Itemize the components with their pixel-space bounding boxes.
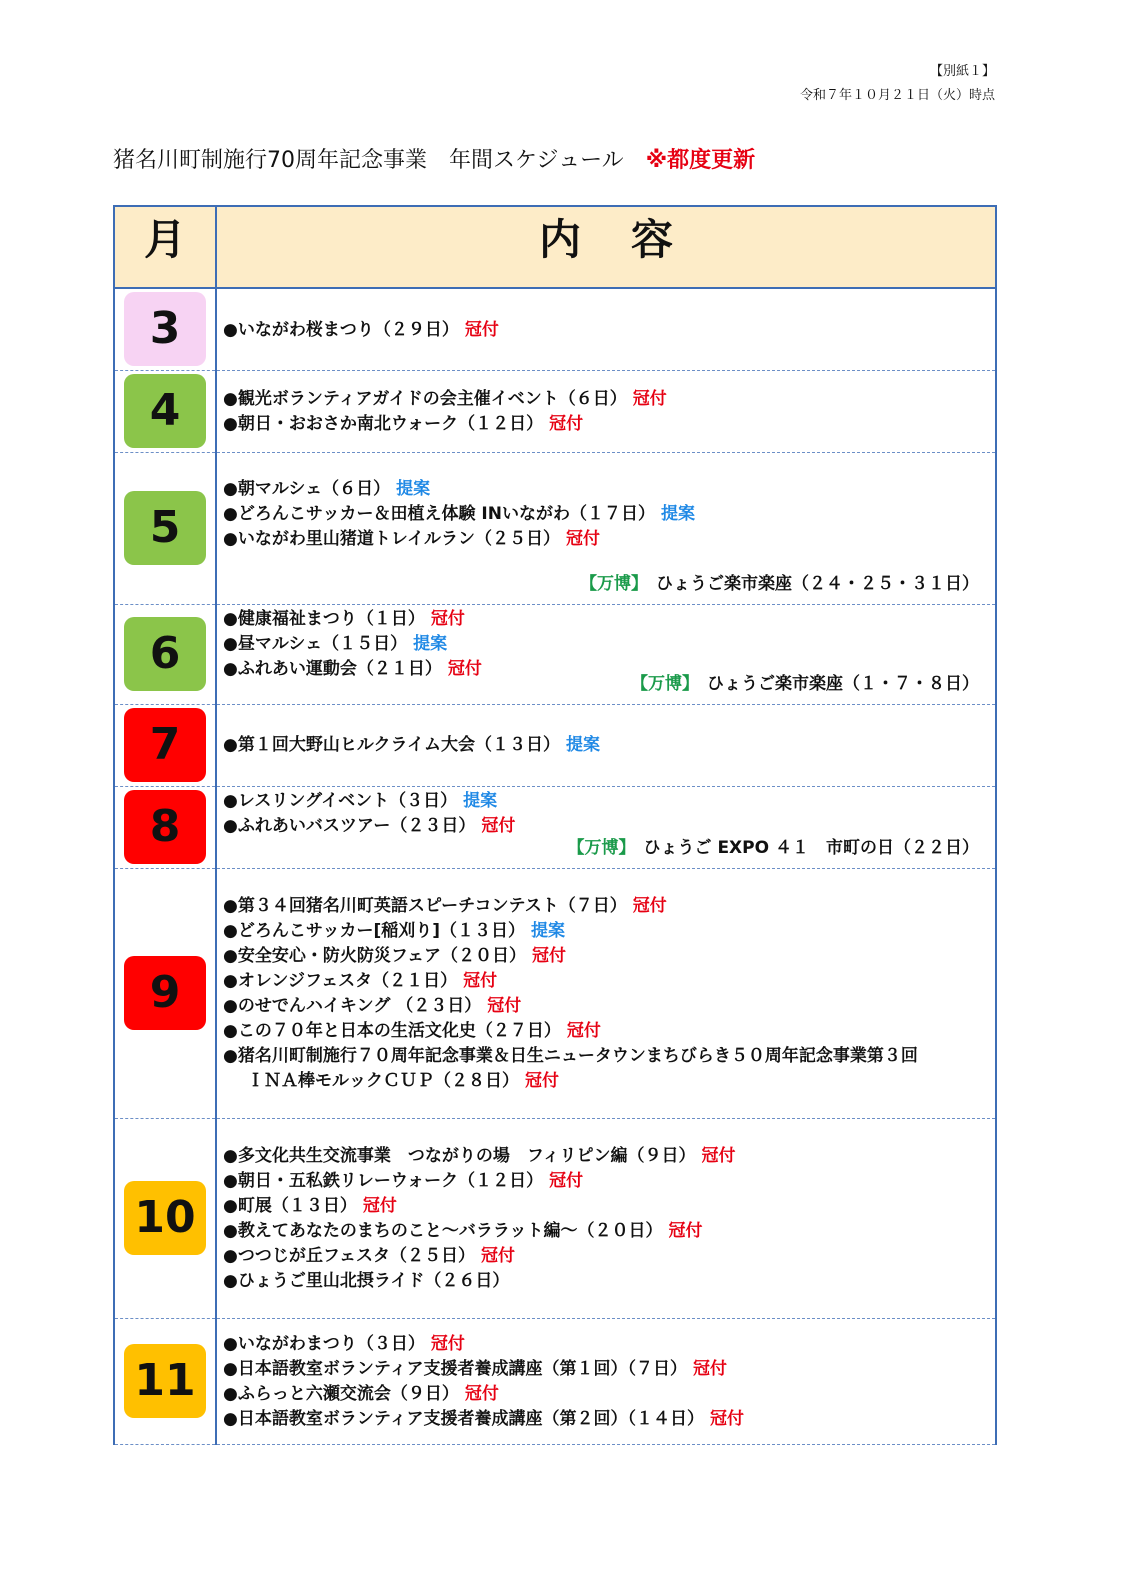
page-title [113, 143, 755, 174]
event-text: ●どろんこサッカー＆田植え体験 INいながわ（１７日） [223, 503, 655, 524]
expo-text: ひょうご EXPO ４１ 市町の日（２２日） [643, 837, 979, 858]
expo-tag: 【万博】 [580, 573, 648, 594]
event-item [223, 527, 987, 552]
teian-tag: 提案 [565, 735, 600, 755]
event-text: ＩＮＡ棒モルックＣＵＰ（２８日） [247, 1070, 519, 1091]
month-cell [114, 786, 216, 868]
table-header-row [114, 206, 996, 288]
event-item [223, 1382, 987, 1407]
month-badge: 3 [124, 292, 206, 366]
event-item [223, 944, 987, 969]
table-row [114, 604, 996, 704]
month-cell [114, 452, 216, 604]
event-item [223, 1219, 987, 1244]
event-text: ●観光ボランティアガイドの会主催イベント（６日） [223, 388, 627, 409]
event-text: ●朝マルシェ（６日） [223, 478, 391, 499]
kanmuri-tag: 冠付 [709, 1408, 744, 1429]
expo-event [580, 572, 979, 597]
expo-tag: 【万博】 [631, 673, 699, 694]
month-badge: 9 [124, 956, 206, 1030]
event-item [223, 502, 987, 527]
month-cell [114, 868, 216, 1118]
kanmuri-tag: 冠付 [549, 1170, 584, 1191]
event-text: ●健康福祉まつり（１日） [223, 608, 425, 629]
kanmuri-tag: 冠付 [531, 945, 566, 966]
event-text: ●第３４回猪名川町英語スピーチコンテスト（７日） [223, 895, 627, 916]
kanmuri-tag: 冠付 [464, 1383, 499, 1404]
event-text: ●ふれあい運動会（２１日） [223, 658, 442, 679]
content-cell [216, 288, 996, 370]
event-text: ●この７０年と日本の生活文化史（２７日） [223, 1020, 561, 1041]
event-item [223, 607, 987, 632]
event-text: ●いながわ桜まつり（２９日） [223, 319, 459, 340]
month-cell [114, 604, 216, 704]
event-text: ●どろんこサッカー[稲刈り]（１３日） [223, 920, 526, 941]
event-item [223, 412, 987, 437]
event-text: ●安全安心・防火防災フェア（２０日） [223, 945, 526, 966]
content-cell [216, 1118, 996, 1318]
event-item [223, 1019, 987, 1044]
kanmuri-tag: 冠付 [464, 319, 499, 340]
event-text: ●つつじが丘フェスタ（２５日） [223, 1245, 475, 1266]
header-content: 内容 [216, 206, 996, 288]
month-badge: 7 [124, 708, 206, 782]
event-item [223, 1169, 987, 1194]
event-text: ●日本語教室ボランティア支援者養成講座（第２回）（１４日） [223, 1408, 704, 1429]
event-text: ●多文化共生交流事業 つながりの場 フィリピン編（９日） [223, 1145, 696, 1166]
event-text: ●町展（１３日） [223, 1195, 357, 1216]
event-text: ●教えてあなたのまちのこと～バララット編～（２０日） [223, 1220, 663, 1241]
kanmuri-tag: 冠付 [632, 388, 667, 409]
content-cell [216, 604, 996, 704]
expo-event [631, 672, 979, 697]
event-item [223, 1244, 987, 1269]
event-text: ●昼マルシェ（１５日） [223, 633, 408, 654]
month-cell [114, 1318, 216, 1444]
content-cell [216, 1318, 996, 1444]
event-text: ●いながわまつり（３日） [223, 1333, 425, 1354]
month-badge: 4 [124, 374, 206, 448]
teian-tag: 提案 [463, 790, 498, 811]
content-cell [216, 370, 996, 452]
month-badge: 10 [124, 1181, 206, 1255]
table-row [114, 704, 996, 786]
annex-label: 【別紙１】 [929, 64, 995, 79]
month-badge: 11 [124, 1344, 206, 1418]
event-text: ●第１回大野山ヒルクライム大会（１３日） [223, 735, 560, 755]
content-cell [216, 786, 996, 868]
table-row [114, 868, 996, 1118]
month-badge: 6 [124, 617, 206, 691]
event-text: ●いながわ里山猪道トレイルラン（２５日） [223, 528, 560, 549]
event-text: ●朝日・おおさか南北ウォーク（１２日） [223, 413, 544, 434]
event-text: ●のせでんハイキング （２３日） [223, 995, 482, 1016]
month-badge: 5 [124, 491, 206, 565]
event-item [223, 789, 987, 814]
kanmuri-tag: 冠付 [487, 995, 522, 1016]
month-cell [114, 1118, 216, 1318]
content-cell [216, 868, 996, 1118]
kanmuri-tag: 冠付 [525, 1070, 559, 1091]
title-note: ※都度更新 [645, 148, 756, 173]
table-row [114, 786, 996, 868]
title-text: 猪名川町制施行70周年記念事業 年間スケジュール [113, 148, 624, 173]
month-badge: 8 [124, 790, 206, 864]
event-item [223, 632, 987, 657]
table-row [114, 1118, 996, 1318]
teian-tag: 提案 [413, 633, 448, 654]
expo-text: ひょうご楽市楽座（１・７・８日） [707, 673, 979, 694]
event-text: ●ひょうご里山北摂ライド（２６日） [223, 1270, 510, 1291]
teian-tag: 提案 [396, 478, 431, 499]
kanmuri-tag: 冠付 [480, 1245, 515, 1266]
kanmuri-tag: 冠付 [447, 658, 482, 679]
month-cell [114, 704, 216, 786]
event-text: ●日本語教室ボランティア支援者養成講座（第１回）（７日） [223, 1358, 687, 1379]
event-item [223, 994, 987, 1019]
header-month: 月 [114, 206, 216, 288]
content-cell [216, 704, 996, 786]
event-item [223, 1407, 987, 1432]
kanmuri-tag: 冠付 [565, 528, 600, 549]
event-item [223, 318, 987, 343]
kanmuri-tag: 冠付 [668, 1220, 703, 1241]
kanmuri-tag: 冠付 [463, 970, 498, 991]
event-item [223, 1332, 987, 1357]
teian-tag: 提案 [660, 503, 695, 524]
event-item [223, 894, 987, 919]
table-row [114, 1318, 996, 1444]
event-item [223, 1357, 987, 1382]
event-item [223, 1269, 987, 1294]
schedule-table [113, 205, 997, 1445]
kanmuri-tag: 冠付 [566, 1020, 601, 1041]
month-cell [114, 370, 216, 452]
kanmuri-tag: 冠付 [430, 608, 465, 629]
event-item [223, 1194, 987, 1219]
kanmuri-tag: 冠付 [632, 895, 667, 916]
event-item [223, 387, 987, 412]
event-item [223, 1044, 987, 1069]
table-row [114, 452, 996, 604]
table-row [114, 370, 996, 452]
kanmuri-tag: 冠付 [481, 815, 516, 836]
kanmuri-tag: 冠付 [362, 1195, 397, 1216]
event-text: ●レスリングイベント（３日） [223, 790, 458, 811]
event-item [223, 969, 987, 994]
event-text: ●猪名川町制施行７０周年記念事業＆日生ニュータウンまちびらき５０周年記念事業第３回 [223, 1045, 918, 1066]
event-text: ●オレンジフェスタ（２１日） [223, 970, 458, 991]
event-item [223, 477, 987, 502]
kanmuri-tag: 冠付 [549, 413, 584, 434]
table-row [114, 288, 996, 370]
kanmuri-tag: 冠付 [430, 1333, 465, 1354]
teian-tag: 提案 [531, 920, 566, 941]
month-cell [114, 288, 216, 370]
expo-event [568, 836, 979, 861]
event-text: ●朝日・五私鉄リレーウォーク（１２日） [223, 1170, 544, 1191]
event-text: ●ふらっと六瀬交流会（９日） [223, 1383, 459, 1404]
kanmuri-tag: 冠付 [692, 1358, 727, 1379]
content-cell [216, 452, 996, 604]
event-text: ●ふれあいバスツアー（２３日） [223, 815, 476, 836]
event-item [223, 733, 987, 758]
event-item [223, 919, 987, 944]
event-item [223, 1069, 987, 1094]
kanmuri-tag: 冠付 [701, 1145, 736, 1166]
as-of-date: 令和７年１０月２１日（火）時点 [799, 88, 995, 103]
expo-tag: 【万博】 [567, 837, 636, 858]
expo-text: ひょうご楽市楽座（２４・２５・３１日） [656, 573, 979, 594]
event-item [223, 1144, 987, 1169]
